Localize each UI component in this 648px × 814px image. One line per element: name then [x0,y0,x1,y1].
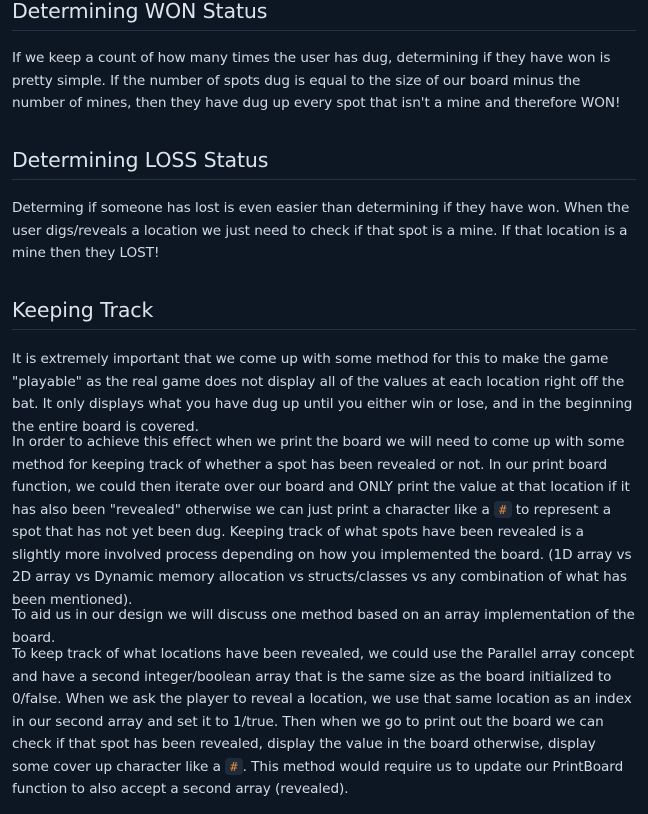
paragraph-text: . This method would require us to update our PrintBoard function to also accept a second array (revealed). [12,758,624,797]
paragraph-text: To keep track of what locations have been revealed, we could use the Parallel array concept and have a second integer/boolean array that is the same size as the board initialized to 0/false. When we ask the player to reveal a location, we use that same location as an index in our second array and set it to 1/true. Then when we go to print out the board we can check if that spot has been revealed, display the value in the board otherwise, display some cover up character like a [12,646,635,775]
heading-won-status: Determining WON Status [12,0,636,31]
inline-code-hash: # [494,501,511,518]
paragraph-keeping-track-intro: It is extremely important that we come up with some method for this to make the game "playable" as the real game does not display all of the values at each location right off the bat. It only displays what you have dug up until you either win or lose, and in the beginning the entire board is covered. [12,351,633,435]
paragraph-text: In order to achieve this effect when we print the board we will need to come up with some method for keeping track of whether a spot has been revealed or not. In our print board function, we could then iterate over our board and ONLY print the value at that location if it has also been "revealed" otherwise we can just print a character like a [12,434,630,518]
heading-loss-status: Determining LOSS Status [12,148,636,180]
paragraph-design-aid: To aid us in our design we will discuss one method based on an array implementation of the board. [12,607,635,646]
paragraph-text: to represent a spot that has not yet been dug. Keeping track of what spots have been revealed is a slightly more involved process depending on how you implemented the board. (1D array vs 2D array vs Dynamic memory allocation vs structs/classes vs any combination of what has been mentioned). [12,501,632,608]
heading-keeping-track: Keeping Track [12,298,636,330]
paragraph-won-status: If we keep a count of how many times the user has dug, determining if they have won is pretty simple. If the number of spots dug is equal to the size of our board minus the number of mines, then they have dug up every spot that isn't a mine and therefore WON! [12,50,621,111]
inline-code-hash: # [225,758,242,775]
paragraph-keeping-track-method [12,431,636,611]
paragraph-loss-status: Determing if someone has lost is even easier than determining if they have won. When the user digs/reveals a location we just need to check if that spot is a mine. If that location is a mine then they LOST! [12,200,630,261]
paragraph-parallel-array [12,643,636,801]
